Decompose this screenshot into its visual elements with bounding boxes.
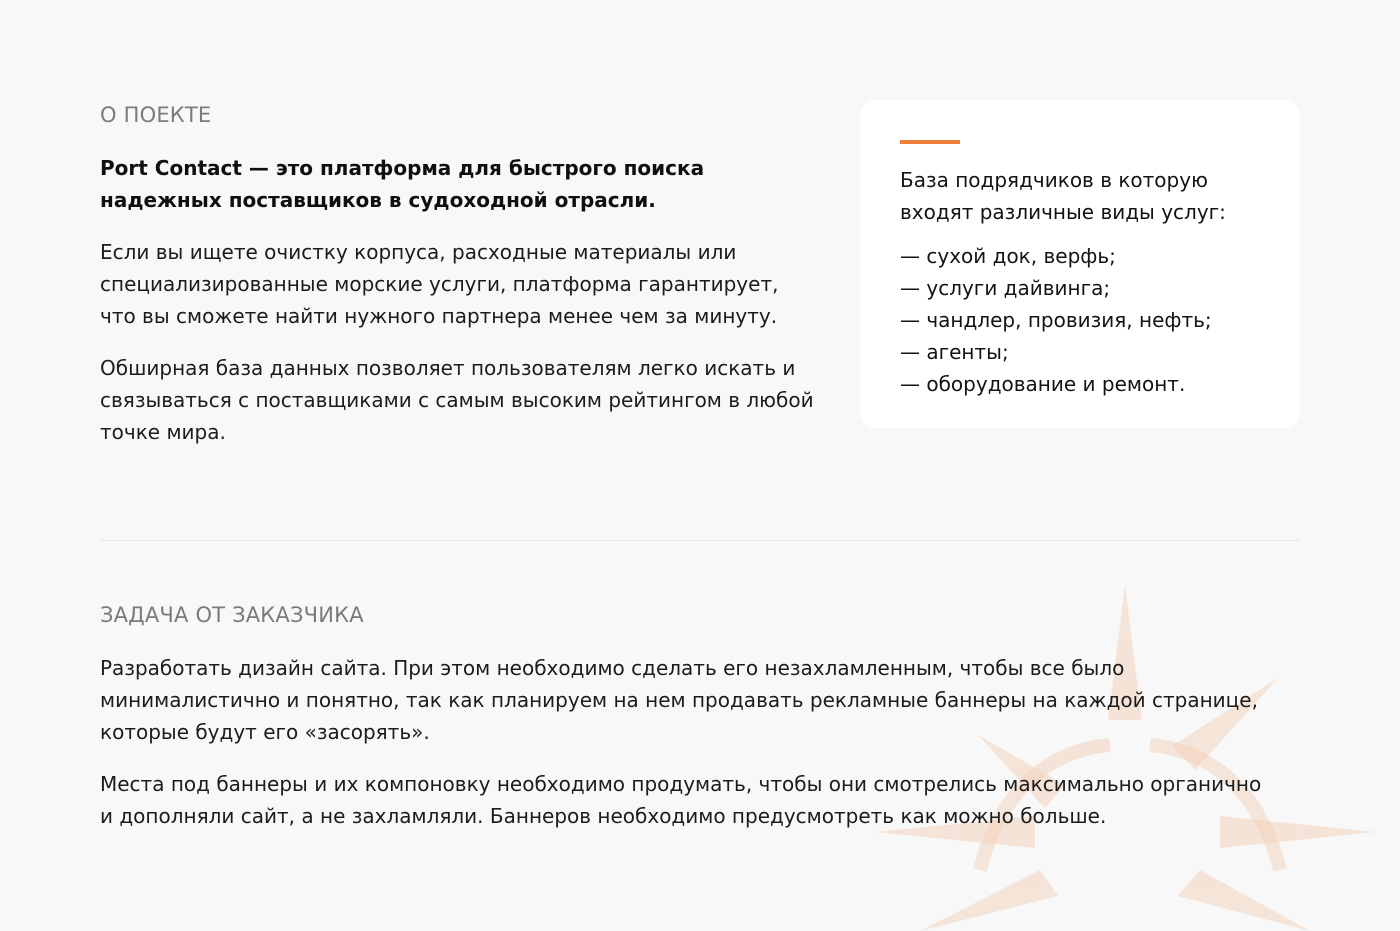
about-paragraph: Если вы ищете очистку корпуса, расходные материалы или специализированные морские услуги, платформа гарантирует, что вы сможете найти нужного партнера менее чем за минуту. — [100, 240, 779, 328]
task-section — [100, 600, 1270, 832]
services-card — [860, 100, 1300, 428]
section-divider — [100, 540, 1300, 541]
list-item: — сухой док, верфь; — [900, 244, 1116, 268]
card-intro: База подрядчиков в которую входят различные виды услуг: — [900, 168, 1226, 224]
compass-ray-southwest — [920, 870, 1058, 931]
list-item: — услуги дайвинга; — [900, 276, 1111, 300]
about-label: О ПОЕКТЕ — [100, 103, 212, 127]
about-section — [100, 100, 820, 448]
about-lead: Port Contact — это платформа для быстрого поиска надежных поставщиков в судоходной отрасли. — [100, 156, 705, 212]
services-list — [900, 240, 1260, 400]
task-paragraph: Разработать дизайн сайта. При этом необходимо сделать его незахламленным, чтобы все было минималистично и понятно, так как планируем на нем продавать рекламные баннеры на каждой странице, которые будут его «засорять». — [100, 656, 1258, 744]
task-label: ЗАДАЧА ОТ ЗАКАЗЧИКА — [100, 603, 364, 627]
about-paragraph: Обширная база данных позволяет пользователям легко искать и связываться с поставщиками с самым высоким рейтингом в любой точке мира. — [100, 356, 814, 444]
compass-ray-southeast — [1178, 870, 1310, 931]
list-item: — оборудование и ремонт. — [900, 372, 1186, 396]
card-accent-line — [900, 140, 960, 144]
list-item: — чандлер, провизия, нефть; — [900, 308, 1212, 332]
list-item: — агенты; — [900, 340, 1009, 364]
task-paragraph: Места под баннеры и их компоновку необходимо продумать, чтобы они смотрелись максимально органично и дополняли сайт, а не захламляли. Баннеров необходимо предусмотреть как можно больше. — [100, 772, 1262, 828]
